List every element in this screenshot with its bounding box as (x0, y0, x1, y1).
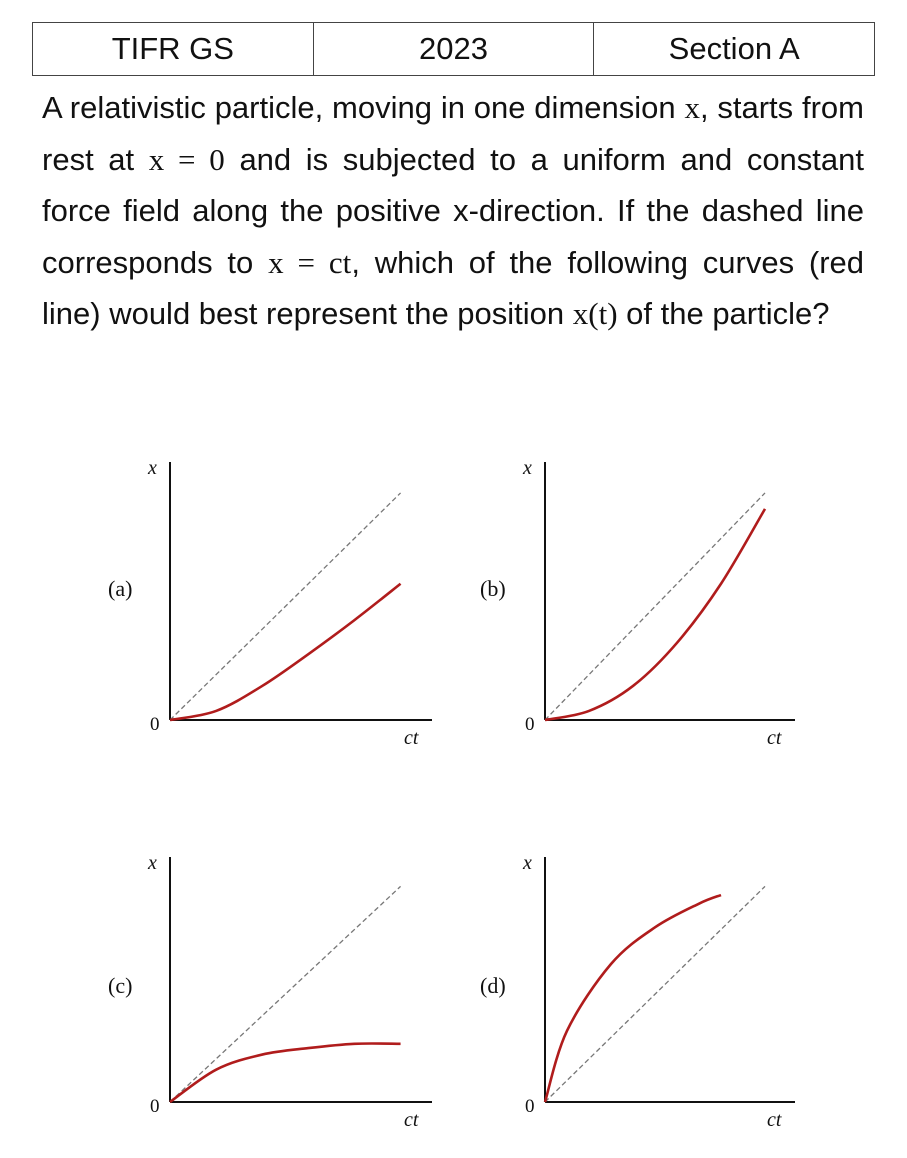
option-label: (d) (480, 973, 506, 998)
dashed-line-x-eq-ct (545, 493, 765, 720)
dashed-line-x-eq-ct (545, 886, 765, 1102)
y-axis-label: x (523, 852, 532, 874)
dashed-line-x-eq-ct (170, 886, 401, 1102)
math-x-eq-0: x = 0 (148, 141, 225, 177)
header-exam: TIFR GS (33, 23, 314, 76)
x-axis-label: ct (404, 1109, 419, 1131)
x-axis-label: ct (404, 727, 419, 749)
x-axis-label: ct (767, 1109, 782, 1131)
option-label: (a) (108, 576, 133, 601)
answer-plots (0, 440, 907, 1158)
dashed-line-x-eq-ct (170, 493, 401, 720)
y-axis-label: x (523, 457, 532, 479)
origin-label: 0 (150, 1096, 160, 1117)
red-curve (545, 895, 721, 1102)
option-label: (c) (108, 973, 133, 998)
origin-label: 0 (150, 714, 160, 735)
math-x-eq-ct: x = ct (268, 244, 352, 280)
red-curve (170, 1043, 401, 1102)
header-year: 2023 (313, 23, 594, 76)
origin-label: 0 (525, 714, 535, 735)
origin-label: 0 (525, 1096, 535, 1117)
option-label: (b) (480, 576, 506, 601)
question-text: A relativistic particle, moving in one dimension x, starts from rest at x = 0 and is subjected to a uniform and constant force field along the positive x-direction. If the dashed line corresponds to x = ct, which of the following curves (red line) would best represent the position x(t) of the particle? (42, 90, 865, 331)
y-axis-label: x (148, 457, 157, 479)
header-table (32, 22, 875, 76)
red-curve (545, 509, 765, 720)
red-curve (170, 584, 401, 720)
y-axis-label: x (148, 852, 157, 874)
math-x-of-t: x(t) (572, 296, 618, 331)
header-section: Section A (594, 23, 875, 76)
x-axis-label: ct (767, 727, 782, 749)
math-x: x (684, 90, 700, 125)
